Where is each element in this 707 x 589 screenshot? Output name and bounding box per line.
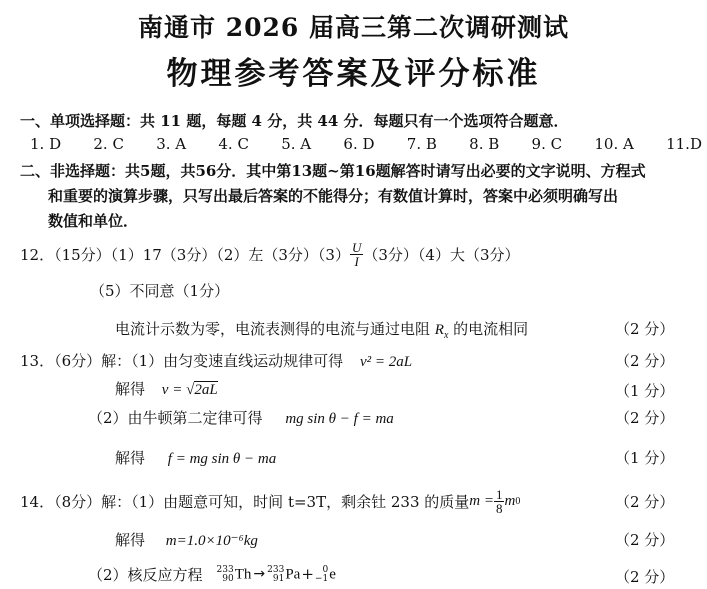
section1-heading: 一、单项选择题：共 11 题，每题 4 分，共 44 分．每题只有一个选项符合题意． bbox=[20, 112, 569, 130]
answer-item: 9. C bbox=[531, 135, 563, 153]
q13-l4-score: （1 分） bbox=[615, 449, 675, 467]
pa-atomic-number: 91 bbox=[272, 573, 285, 584]
q13-l2-formula-pre: v = bbox=[161, 382, 187, 398]
q13-l2-label: 解得 bbox=[115, 380, 146, 398]
q12-explain-post: 的电流相同 bbox=[448, 320, 529, 338]
q13-l2-score: （1 分） bbox=[615, 382, 675, 400]
th-mass-number: 233 bbox=[216, 564, 234, 575]
q13-l4-formula: f = mg sin θ − ma bbox=[167, 451, 277, 467]
q14-frac-num: 1 bbox=[495, 486, 503, 502]
pa-symbol: Pa bbox=[285, 566, 301, 582]
q13-line4 bbox=[115, 447, 276, 468]
q13-l3-text: （2）由牛顿第二定律可得 bbox=[88, 409, 263, 427]
th-symbol: Th bbox=[234, 566, 252, 582]
answer-item: 5. A bbox=[281, 135, 312, 153]
q14-l3-text: （2）核反应方程 bbox=[88, 565, 203, 584]
answer-item: 2. C bbox=[93, 135, 124, 153]
document-subtitle: 物理参考答案及评分标准 bbox=[166, 56, 541, 92]
e-charge-number: −1 bbox=[314, 573, 329, 584]
q14-l1-score: （2 分） bbox=[615, 493, 675, 511]
answer-item: 6. D bbox=[343, 135, 375, 153]
q14-line3 bbox=[88, 562, 336, 586]
q13-l1-text: 13．（6分）解：（1）由匀变速直线运动规律可得 bbox=[20, 352, 344, 370]
answer-item: 10. A bbox=[594, 135, 634, 153]
arrow-icon: → bbox=[253, 566, 266, 582]
q12-part5: （5）不同意（1分） bbox=[90, 282, 230, 300]
e-symbol: e bbox=[329, 566, 336, 582]
q13-l3-formula: mg sin θ − f = ma bbox=[285, 411, 394, 427]
plus-sign: + bbox=[301, 565, 314, 583]
section2-heading-line2: 和重要的演算步骤，只写出最后答案的不能得分；有数值计算时，答案中必须明确写出 bbox=[48, 187, 619, 205]
q12-line1 bbox=[20, 238, 520, 270]
q14-l2-label: 解得 bbox=[115, 531, 146, 549]
q14-l3-score: （2 分） bbox=[615, 568, 675, 586]
q12-explain-score: （2 分） bbox=[615, 320, 675, 338]
answer-item: 3. A bbox=[156, 135, 187, 153]
answer-item: 4. C bbox=[218, 135, 249, 153]
nuclide-electron bbox=[315, 565, 336, 584]
q12-explanation bbox=[115, 318, 528, 341]
q13-l1-score: （2 分） bbox=[615, 352, 675, 370]
section2-heading-line3: 数值和单位． bbox=[48, 212, 139, 230]
q14-l1-m0-sub: 0 bbox=[515, 495, 521, 507]
q14-fraction bbox=[494, 488, 505, 515]
q13-l3-score: （2 分） bbox=[615, 409, 675, 427]
q12-r-symbol: R bbox=[434, 322, 444, 338]
q12-frac-den: I bbox=[354, 253, 359, 269]
q14-l1-m0: m bbox=[504, 492, 516, 509]
answer-item: 11.D bbox=[666, 135, 702, 153]
answer-item: 1. D bbox=[30, 135, 62, 153]
q14-l1-m: m = bbox=[469, 492, 494, 509]
th-atomic-number: 90 bbox=[222, 573, 234, 584]
q14-line1 bbox=[20, 484, 520, 518]
nuclide-protactinium bbox=[267, 565, 300, 584]
pa-mass-number: 233 bbox=[267, 564, 285, 575]
q13-l2-radicand: 2aL bbox=[194, 382, 218, 398]
q14-frac-den: 8 bbox=[495, 500, 503, 516]
q13-l1-formula: v² = 2aL bbox=[359, 354, 413, 370]
q13-line2 bbox=[115, 378, 218, 399]
q12-explain-pre: 电流计示数为零，电流表测得的电流与通过电阻 bbox=[115, 320, 435, 338]
section2-heading-line1: 二、非选择题：共5题，共56分．其中第13题~第16题解答时请写出必要的文字说明、方程式 bbox=[20, 162, 646, 180]
q12-frac-num: U bbox=[351, 239, 362, 255]
q14-l2-formula: m=1.0×10⁻⁶kg bbox=[165, 533, 258, 549]
q13-line3 bbox=[88, 407, 394, 428]
answer-item: 8. B bbox=[469, 135, 500, 153]
sqrt-icon: √ bbox=[186, 382, 195, 398]
q12-prefix: 12．（15分）（1）17（3分）（2）左（3分）（3） bbox=[20, 245, 350, 264]
q13-l4-label: 解得 bbox=[115, 449, 146, 467]
q14-l1-text: 14．（8分）解：（1）由题意可知，时间 t=3T，剩余钍 233 的质量 bbox=[20, 492, 470, 511]
document-title: 南通市 2026 届高三第二次调研测试 bbox=[138, 13, 569, 42]
answer-item: 7. B bbox=[406, 135, 437, 153]
q12-r-subscript: x bbox=[443, 330, 449, 341]
nuclide-thorium bbox=[217, 565, 252, 584]
q12-fraction bbox=[350, 241, 363, 268]
q14-line2 bbox=[115, 529, 258, 550]
answer-row bbox=[30, 135, 702, 153]
e-mass-number: 0 bbox=[322, 564, 329, 575]
q12-suffix: （3分）（4）大（3分） bbox=[363, 245, 520, 264]
q13-line1 bbox=[20, 350, 412, 371]
q14-l2-score: （2 分） bbox=[615, 531, 675, 549]
